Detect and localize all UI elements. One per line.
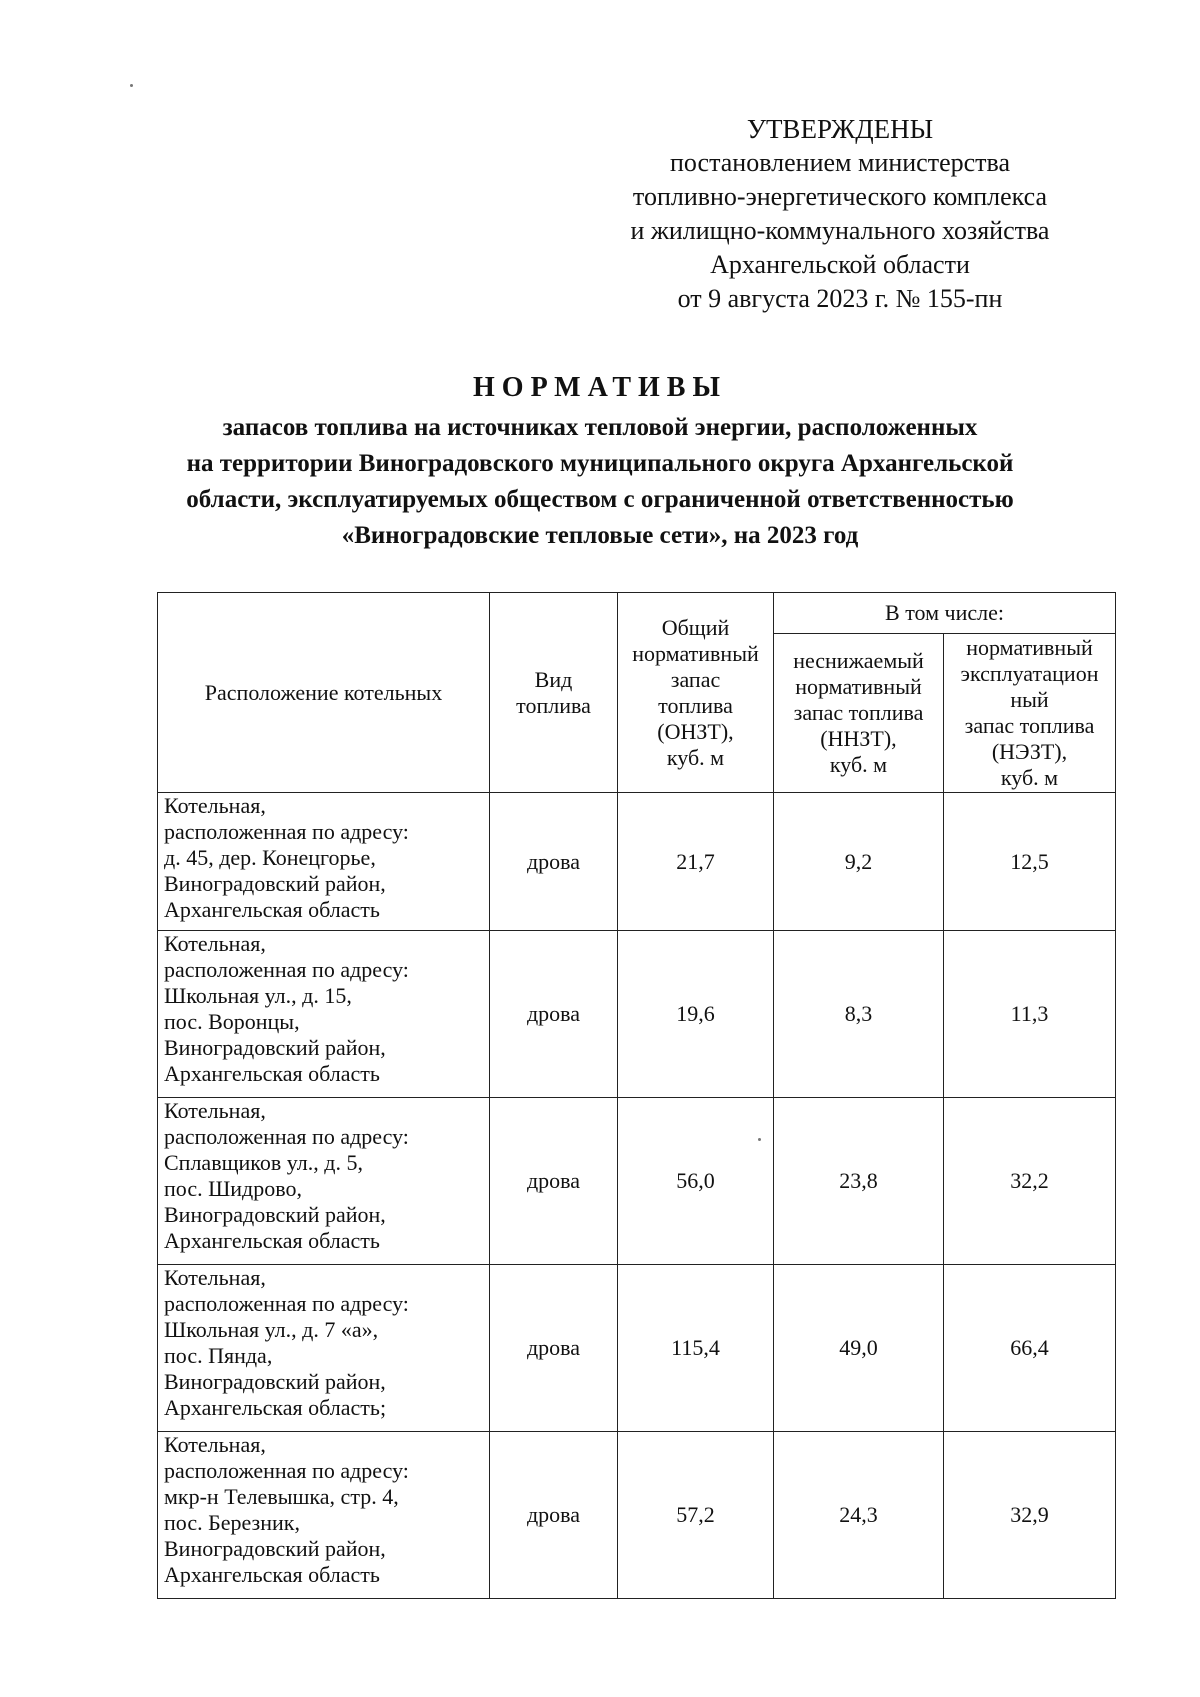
- nezt-cell: 32,2: [944, 1098, 1116, 1265]
- approval-heading: УТВЕРЖДЕНЫ: [746, 114, 934, 144]
- document-subtitle-line: области, эксплуатируемых обществом с ограниченной ответственностью: [186, 486, 1014, 513]
- location-line: пос. Березник,: [164, 1510, 300, 1535]
- header-line: нормативный: [632, 640, 759, 666]
- header-location: [158, 593, 490, 793]
- document-title: НОРМАТИВЫ: [473, 372, 727, 403]
- approval-stamp: [590, 112, 1090, 316]
- location-line: расположенная по адресу:: [164, 957, 409, 982]
- location-line: Сплавщиков ул., д. 5,: [164, 1150, 363, 1175]
- table-row: [158, 793, 1116, 931]
- header-line: Вид: [534, 666, 573, 692]
- header-including: В том числе:: [774, 593, 1116, 634]
- table-row: [158, 1432, 1116, 1599]
- nnzt-cell: 23,8: [774, 1098, 944, 1265]
- location-line: Виноградовский район,: [164, 1202, 386, 1227]
- header-line: запас: [670, 666, 721, 692]
- location-line: Виноградовский район,: [164, 871, 386, 896]
- header-line: топлива: [516, 692, 591, 718]
- location-line: расположенная по адресу:: [164, 1124, 409, 1149]
- header-total-stock: [618, 593, 774, 793]
- header-line: нормативный: [795, 674, 922, 699]
- header-line: (НЭЗТ),: [991, 739, 1068, 764]
- location-line: Архангельская область: [164, 1228, 380, 1253]
- boiler-location: [158, 931, 490, 1098]
- boiler-location: [158, 1098, 490, 1265]
- nezt-cell: 32,9: [944, 1432, 1116, 1599]
- scan-speck: [130, 84, 133, 87]
- header-line: запас топлива: [964, 713, 1095, 738]
- location-line: пос. Шидрово,: [164, 1176, 302, 1201]
- header-line: эксплуатацион: [960, 661, 1099, 686]
- header-line: (ОНЗТ),: [657, 718, 734, 744]
- header-line: (ННЗТ),: [820, 726, 897, 751]
- nnzt-cell: 8,3: [774, 931, 944, 1098]
- document-subtitle-line: запасов топлива на источниках тепловой энергии, расположенных: [222, 414, 978, 441]
- header-line: куб. м: [829, 752, 888, 777]
- location-line: мкр-н Телевышка, стр. 4,: [164, 1484, 399, 1509]
- total-stock-cell: 57,2: [618, 1432, 774, 1599]
- approval-line: и жилищно-коммунального хозяйства: [630, 216, 1050, 245]
- table-row: [158, 1265, 1116, 1432]
- location-line: расположенная по адресу:: [164, 819, 409, 844]
- location-line: Виноградовский район,: [164, 1369, 386, 1394]
- location-line: Котельная,: [164, 931, 266, 956]
- nnzt-cell: 24,3: [774, 1432, 944, 1599]
- total-stock-cell: 56,0: [618, 1098, 774, 1265]
- header-line: топлива: [658, 692, 733, 718]
- fuel-type-cell: дрова: [490, 793, 618, 931]
- fuel-norms-table: [157, 592, 1116, 1599]
- location-line: Виноградовский район,: [164, 1536, 386, 1561]
- location-line: Архангельская область;: [164, 1395, 387, 1420]
- location-line: Архангельская область: [164, 1061, 380, 1086]
- location-line: Архангельская область: [164, 897, 380, 922]
- location-line: Школьная ул., д. 15,: [164, 983, 352, 1008]
- header-fuel-type: [490, 593, 618, 793]
- location-line: Котельная,: [164, 1098, 266, 1123]
- table-row: [158, 1098, 1116, 1265]
- header-line: нормативный: [966, 635, 1093, 660]
- header-line: куб. м: [1000, 765, 1059, 790]
- header-nezt: [944, 634, 1116, 793]
- fuel-type-cell: дрова: [490, 1432, 618, 1599]
- approval-line: топливно-энергетического комплекса: [632, 182, 1048, 211]
- location-line: Котельная,: [164, 793, 266, 818]
- total-stock-cell: 19,6: [618, 931, 774, 1098]
- header-location-label: Расположение котельных: [204, 679, 443, 705]
- nezt-cell: 11,3: [944, 931, 1116, 1098]
- header-line: Общий: [661, 614, 730, 640]
- table-row: [158, 931, 1116, 1098]
- document-heading: [90, 368, 1110, 554]
- header-line: запас топлива: [793, 700, 924, 725]
- location-line: расположенная по адресу:: [164, 1291, 409, 1316]
- header-nnzt: [774, 634, 944, 793]
- location-line: расположенная по адресу:: [164, 1458, 409, 1483]
- fuel-type-cell: дрова: [490, 1265, 618, 1432]
- nnzt-cell: 49,0: [774, 1265, 944, 1432]
- location-line: Школьная ул., д. 7 «а»,: [164, 1317, 379, 1342]
- boiler-location: [158, 793, 490, 931]
- location-line: Котельная,: [164, 1432, 266, 1457]
- approval-line: Архангельской области: [710, 250, 970, 279]
- nezt-cell: 12,5: [944, 793, 1116, 931]
- fuel-type-cell: дрова: [490, 931, 618, 1098]
- nezt-cell: 66,4: [944, 1265, 1116, 1432]
- approval-date-number: от 9 августа 2023 г. № 155-пн: [677, 284, 1003, 313]
- approval-line: постановлением министерства: [669, 148, 1011, 177]
- document-subtitle-line: на территории Виноградовского муниципального округа Архангельской: [186, 450, 1014, 477]
- location-line: д. 45, дер. Конецгорье,: [164, 845, 376, 870]
- document-subtitle-line: «Виноградовские тепловые сети», на 2023 год: [341, 522, 859, 549]
- location-line: Архангельская область: [164, 1562, 380, 1587]
- scan-speck: [758, 1138, 761, 1141]
- header-line: неснижаемый: [793, 648, 924, 673]
- location-line: пос. Пянда,: [164, 1343, 273, 1368]
- nnzt-cell: 9,2: [774, 793, 944, 931]
- location-line: Виноградовский район,: [164, 1035, 386, 1060]
- boiler-location: [158, 1432, 490, 1599]
- header-line: куб. м: [666, 744, 725, 770]
- total-stock-cell: 21,7: [618, 793, 774, 931]
- location-line: пос. Воронцы,: [164, 1009, 300, 1034]
- header-line: ный: [1010, 687, 1049, 712]
- total-stock-cell: 115,4: [618, 1265, 774, 1432]
- location-line: Котельная,: [164, 1265, 266, 1290]
- fuel-type-cell: дрова: [490, 1098, 618, 1265]
- boiler-location: [158, 1265, 490, 1432]
